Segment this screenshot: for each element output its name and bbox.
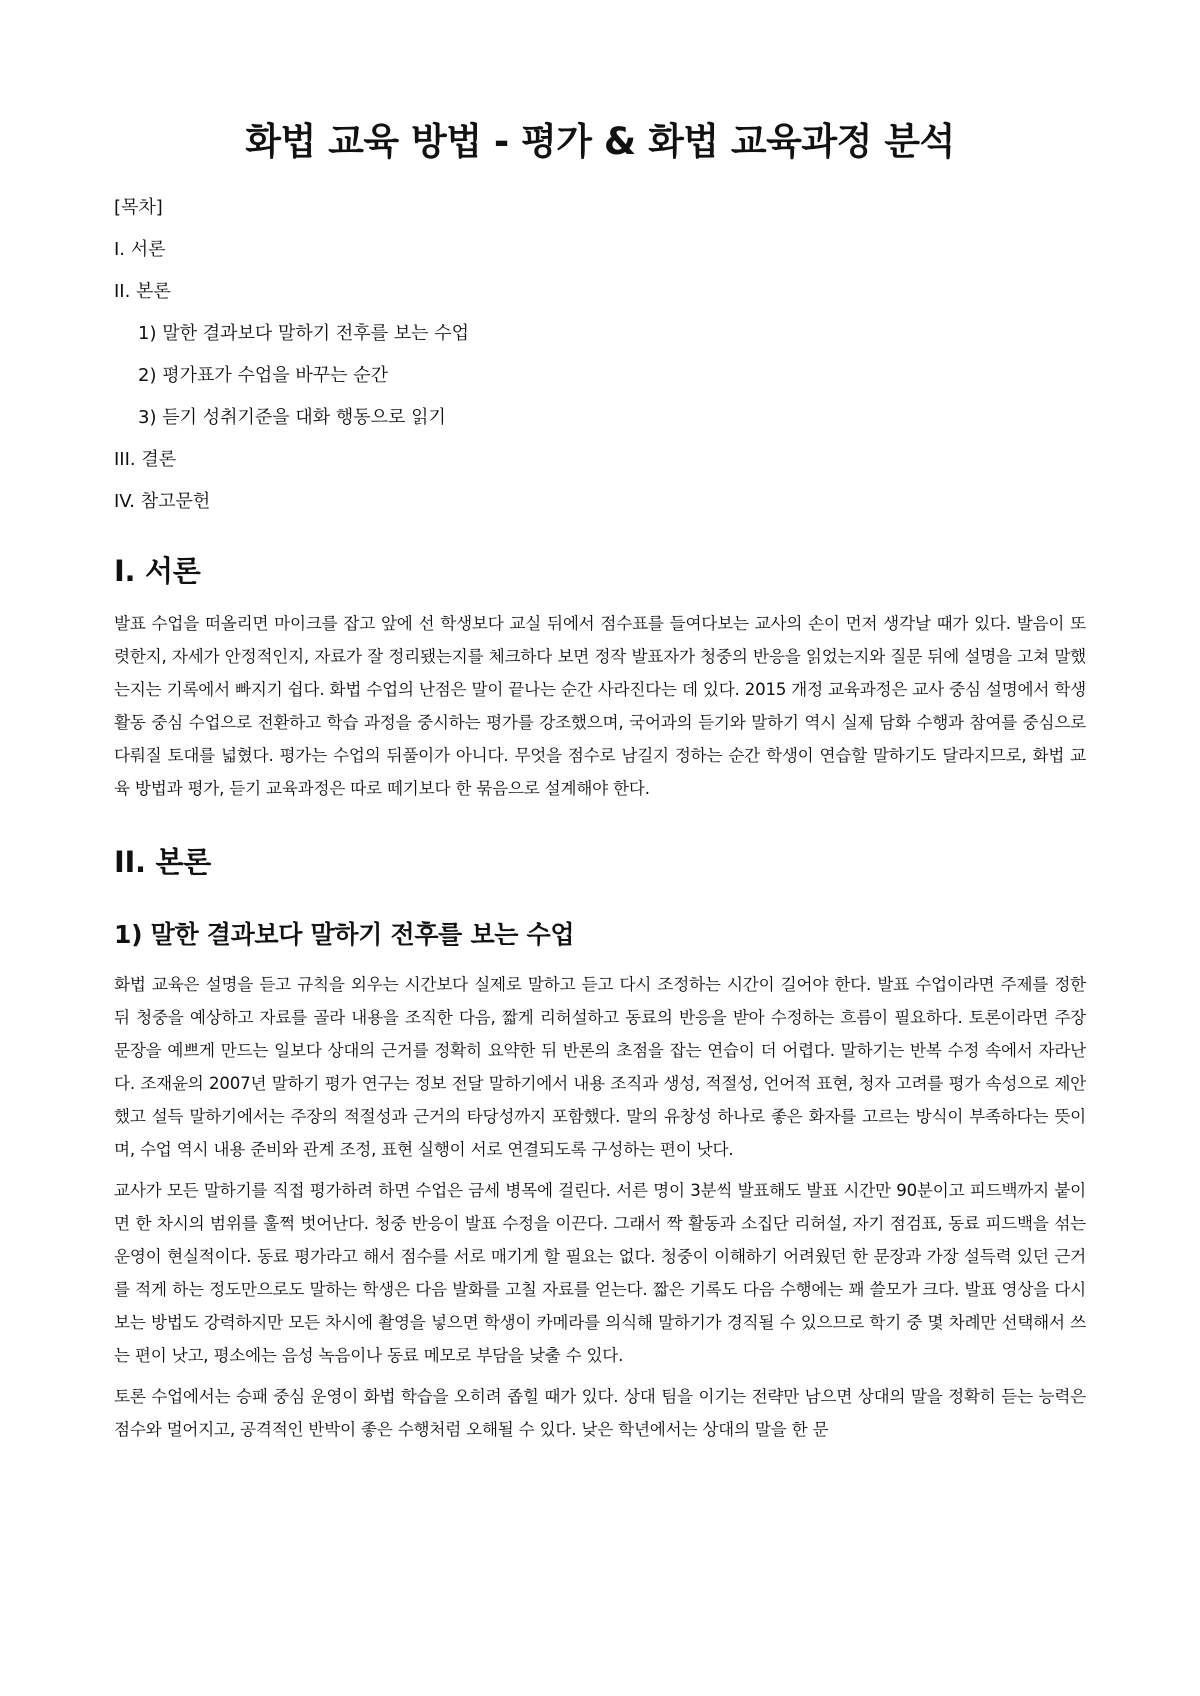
toc-item-body: II. 본론 (114, 281, 171, 303)
toc-item-conclusion: III. 결론 (114, 449, 177, 471)
toc-item-intro: I. 서론 (114, 239, 166, 261)
subsection-1-heading: 1) 말한 결과보다 말하기 전후를 보는 수업 (114, 919, 575, 949)
intro-heading: I. 서론 (114, 554, 201, 589)
subsection-1-paragraph-2: 교사가 모든 말하기를 직접 평가하려 하면 수업은 금세 병목에 걸린다. 서른 명이 3분씩 발표해도 발표 시간만 90분이고 피드백까지 붙이면 한 차시의 범위를 훌쩍 벗어난다. 청중 반응이 발표 수정을 이끈다. 그래서 짝 활동과 소집단 리허설, 자기 점검표, 동료 피드백을 섞는 운영이 현실적이다. 동료 평가라고 해서 점수를 서로 매기게 할 필요는 없다. 청중이 이해하기 어려웠던 한 문장과 가장 설득력 있던 근거를 적게 하는 정도만으로도 말하는 학생은 다음 발화를 고칠 자료를 얻는다. 짧은 기록도 다음 수행에는 꽤 쓸모가 크다. 발표 영상을 다시 보는 방법도 강력하지만 모든 차시에 촬영을 넣으면 학생이 카메라를 의식해 말하기가 경직될 수 있으므로 학기 중 몇 차례만 선택해서 쓰는 편이 낫고, 평소에는 음성 녹음이나 동료 메모로 부담을 낮출 수 있다. (114, 1180, 1086, 1365)
toc-item-body-1: 1) 말한 결과보다 말하기 전후를 보는 수업 (138, 323, 470, 345)
intro-paragraph: 발표 수업을 떠올리면 마이크를 잡고 앞에 선 학생보다 교실 뒤에서 점수표를 들여다보는 교사의 손이 먼저 생각날 때가 있다. 발음이 또렷한지, 자세가 안정적인지, 자료가 잘 정리됐는지를 체크하다 보면 정작 발표자가 청중의 반응을 읽었는지와 질문 뒤에 설명을 고쳐 말했는지는 기록에서 빠지기 쉽다. 화법 수업의 난점은 말이 끝나는 순간 사라진다는 데 있다. 2015 개정 교육과정은 교사 중심 설명에서 학생 활동 중심 수업으로 전환하고 학습 과정을 중시하는 평가를 강조했으며, 국어과의 듣기와 말하기 역시 실제 담화 수행과 참여를 중심으로 다뤄질 토대를 넓혔다. 평가는 수업의 뒤풀이가 아니다. 무엇을 점수로 남길지 정하는 순간 학생이 연습할 말하기도 달라지므로, 화법 교육 방법과 평가, 듣기 교육과정은 따로 떼기보다 한 묶음으로 설계해야 한다. (114, 614, 1086, 799)
document-title: 화법 교육 방법 - 평가 & 화법 교육과정 분석 (245, 120, 955, 163)
subsection-1-paragraph-3: 토론 수업에서는 승패 중심 운영이 화법 학습을 오히려 좁힐 때가 있다. 상대 팀을 이기는 전략만 남으면 상대의 말을 정확히 듣는 능력은 점수와 멀어지고, 공격적인 반박이 좋은 수행처럼 오해될 수 있다. 낮은 학년에서는 상대의 말을 한 문 (114, 1386, 1086, 1439)
body-heading: II. 본론 (114, 845, 211, 880)
intro-section (114, 554, 1086, 805)
toc-heading: [목차] (114, 197, 163, 219)
subsection-1-paragraph-1: 화법 교육은 설명을 듣고 규칙을 외우는 시간보다 실제로 말하고 듣고 다시 조정하는 시간이 길어야 한다. 발표 수업이라면 주제를 정한 뒤 청중을 예상하고 자료를 골라 내용을 조직한 다음, 짧게 리허설하고 동료의 반응을 받아 수정하는 흐름이 필요하다. 토론이라면 주장 문장을 예쁘게 만드는 일보다 상대의 근거를 정확히 요약한 뒤 반론의 초점을 잡는 연습이 더 어렵다. 말하기는 반복 수정 속에서 자라난다. 조재윤의 2007년 말하기 평가 연구는 정보 전달 말하기에서 내용 조직과 생성, 적절성, 언어적 표현, 청자 고려를 평가 속성으로 제안했고 설득 말하기에서는 주장의 적절성과 근거의 타당성까지 포함했다. 말의 유창성 하나로 좋은 화자를 고르는 방식이 부족하다는 뜻이며, 수업 역시 내용 준비와 관계 조정, 표현 실행이 서로 연결되도록 구성하는 편이 낫다. (114, 974, 1086, 1159)
table-of-contents (114, 196, 1086, 514)
body-section (114, 845, 1086, 1446)
toc-item-references: IV. 참고문헌 (114, 491, 211, 513)
toc-item-body-2: 2) 평가표가 수업을 바꾸는 순간 (138, 365, 389, 387)
toc-item-body-3: 3) 듣기 성취기준을 대화 행동으로 읽기 (138, 407, 446, 429)
